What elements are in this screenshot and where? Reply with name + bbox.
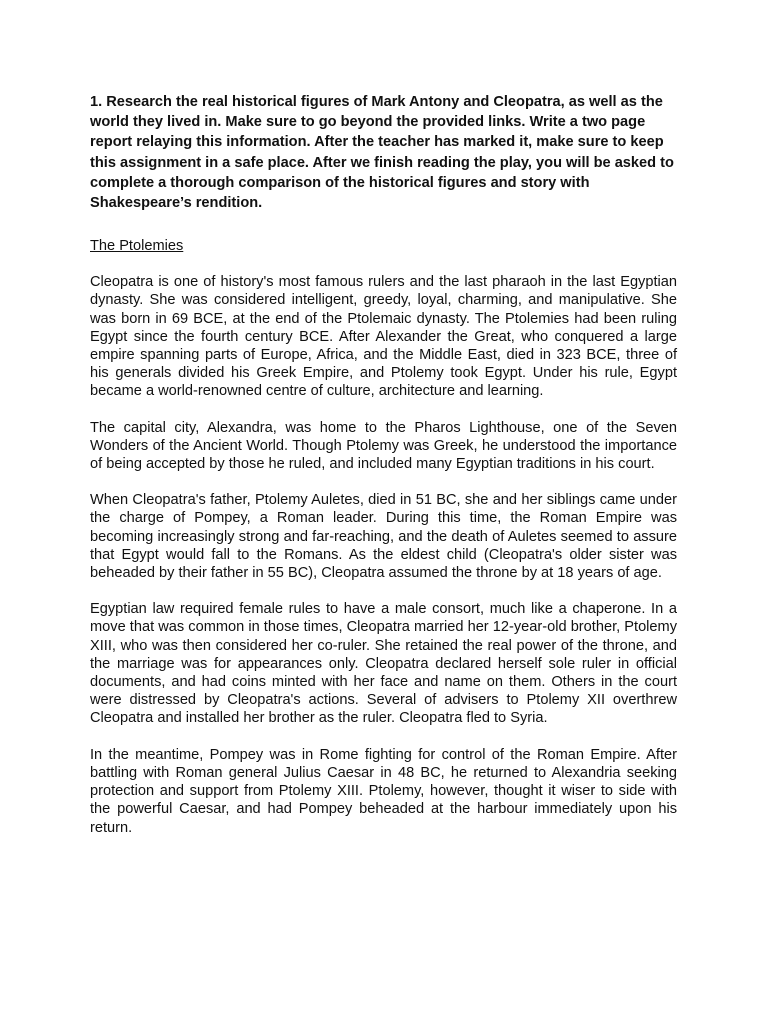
section-heading: The Ptolemies (90, 238, 184, 255)
document-page (90, 92, 677, 855)
paragraph-3: When Cleopatra's father, Ptolemy Auletes, died in 51 BC, she and her siblings came under the charge of Pompey, a Roman leader. During this time, the Roman Empire was becoming increasingly strong and far-reaching, and the death of Auletes seemed to assure that Egypt would fall to the Romans. As the eldest child (Cleopatra's older sister was beheaded by their father in 55 BC), Cleopatra assumed the throne by at 18 years of age. (90, 492, 677, 582)
assignment-prompt: 1. Research the real historical figures of Mark Antony and Cleopatra, as well as the world they lived in. Make sure to go beyond the provided links. Write a two page report relaying this information. After the teacher has marked it, make sure to keep this assignment in a safe place. After we finish reading the play, you will be asked to complete a thorough comparison of the historical figures and story with Shakespeare’s rendition. (90, 94, 674, 212)
paragraph-5: In the meantime, Pompey was in Rome fighting for control of the Roman Empire. After battling with Roman general Julius Caesar in 48 BC, he returned to Alexandria seeking protection and support from Ptolemy XIII. Ptolemy, however, thought it wiser to side with the powerful Caesar, and had Pompey beheaded at the harbour immediately upon his return. (90, 746, 677, 836)
paragraph-2: The capital city, Alexandra, was home to the Pharos Lighthouse, one of the Seven Wonders of the Ancient World. Though Ptolemy was Greek, he understood the importance of being accepted by those he ruled, and included many Egyptian traditions in his court. (90, 419, 677, 473)
paragraph-1: Cleopatra is one of history's most famous rulers and the last pharaoh in the last Egyptian dynasty. She was considered intelligent, greedy, loyal, charming, and manipulative. She was born in 69 BCE, at the end of the Ptolemaic dynasty. The Ptolemies had been ruling Egypt since the fourth century BCE. After Alexander the Great, who conquered a large empire spanning parts of Europe, Africa, and the Middle East, died in 323 BCE, three of his generals divided his Greek Empire, and Ptolemy took Egypt. Under his rule, Egypt became a world-renowned centre of culture, architecture and learning. (90, 274, 677, 400)
section-ptolemies (90, 236, 677, 836)
paragraph-4: Egyptian law required female rules to have a male consort, much like a chaperone. In a move that was common in those times, Cleopatra married her 12-year-old brother, Ptolemy XIII, who was then considered her co-ruler. She retained the real power of the throne, and the marriage was for appearances only. Cleopatra declared herself sole ruler in official documents, and had coins minted with her face and name on them. Others in the court were distressed by Cleopatra's actions. Several of advisers to Ptolemy XII overthrew Cleopatra and installed her brother as the ruler. Cleopatra fled to Syria. (90, 601, 677, 727)
